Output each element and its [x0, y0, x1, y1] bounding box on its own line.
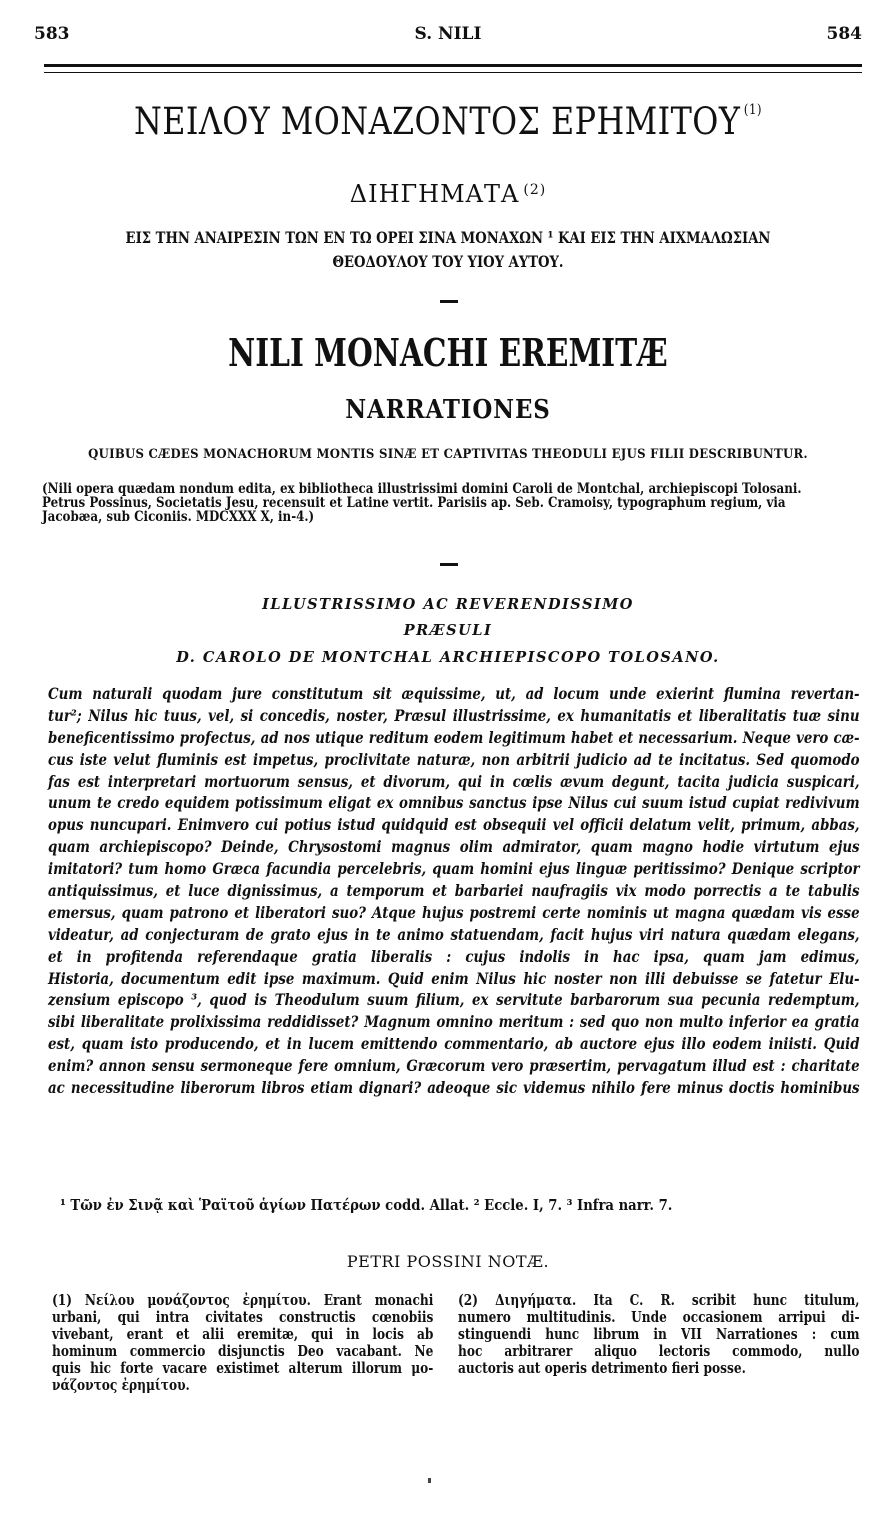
greek-description	[93, 226, 804, 274]
body-line: et in profitenda referendaque gratia liberalis : cujus indolis in hac ipsa, quam jam edimus,	[48, 947, 860, 966]
body-line: sibi liberalitate prolixissima reddidisset? Magnum omnino meritum : sed quo non multo inferior ea gratia	[48, 1013, 860, 1032]
running-head-title: S. NILI	[414, 24, 482, 44]
latin-subtitle: NARRATIONES	[345, 395, 551, 425]
body-line: beneficentissimo profectus, ad nos utique reditum eodem legitimum habet et necessarium. Neque vero cæ-	[48, 728, 860, 747]
note-line: (2) Διηγήματα. Ita C. R. scribit hunc titulum,	[458, 1292, 860, 1309]
latin-description: QUIBUS CÆDES MONACHORUM MONTIS SINÆ ET CAPTIVITAS THEODULI EJUS FILII DESCRIBUNTUR.	[88, 447, 808, 462]
dedication-line: ILLUSTRISSIMO AC REVERENDISSIMO	[262, 596, 634, 613]
body-line: Cum naturali quodam jure constitutum sit æquissime, ut, ad locum unde exierint flumina revertan-	[48, 685, 860, 703]
source-note-line: Jacobæa, sub Ciconiis. MDCXXX X, in-4.)	[42, 509, 315, 525]
body-line: antiquissimus, et luce dignissimus, a temporum et barbariei naufragiis vix modo porrectis a te tabulis	[48, 882, 860, 901]
source-note-line: (Nili opera quædam nondum edita, ex bibliotheca illustrissimi domini Caroli de Montchal, archiepiscopi Tolosani.	[42, 481, 802, 497]
body-line: Historia, documentum edit ipse maximum. Quid enim Nilus hic noster non illi debuisse se fatetur Elu-	[48, 969, 860, 988]
greek-subtitle	[30, 180, 866, 208]
greek-subtitle-note-mark: (2)	[523, 182, 547, 198]
greek-title	[89, 100, 808, 143]
note-line: vivebant, erant et alii eremitæ, qui in locis ab	[52, 1326, 434, 1343]
greek-title-note-mark: (1)	[743, 102, 763, 118]
body-line: unum te credo equidem potissimum eligat ex omnibus sanctus ipse Nilus cui suum istud cupiat redivivum	[48, 794, 860, 813]
body-line: est, quam isto producendo, et in lucem emittendo commentario, ab auctore ejus illo eodem iniisti. Quid	[48, 1035, 860, 1054]
body-line: ac necessitudine liberorum libros etiam dignari? adeoque sic videmus nihilo fere minus doctis hominibus	[48, 1079, 860, 1098]
source-note-line: Petrus Possinus, Societatis Jesu, recensuit et Latine vertit. Parisiis ap. Seb. Cramoisy, typographum regium, via	[42, 495, 786, 511]
notes-heading: PETRI POSSINI NOTÆ.	[346, 1252, 550, 1271]
note-line: νάζοντος ἐρημίτου.	[52, 1377, 190, 1394]
dedication-line: PRÆSULI	[403, 622, 493, 639]
note-line: stinguendi hunc librum in VII Narrationes : cum	[458, 1326, 860, 1343]
section-dash	[440, 300, 458, 303]
section-dash	[440, 563, 458, 566]
page-number-left: 583	[34, 24, 70, 44]
note-line: auctoris aut operis detrimento fieri posse.	[458, 1360, 746, 1377]
note-1	[52, 1292, 433, 1394]
body-line: quam archiepiscopo? Deinde, Chrysostomi magnus olim admirator, quam magno hodie virtutum ejus	[48, 838, 860, 857]
greek-subtitle-text: ΔΙΗΓΗΜΑΤΑ	[349, 180, 520, 208]
print-speck	[428, 1478, 431, 1483]
note-line: hominum commercio disjunctis Deo vacabant. Ne	[52, 1343, 434, 1360]
note-line: urbani, qui intra civitates constructis cœnobiis	[52, 1309, 434, 1326]
note-line: (1) Νείλου μονάζοντος ἐρημίτου. Erant monachi	[52, 1292, 434, 1309]
dedication-letter	[48, 684, 860, 1100]
body-line: tur²; Nilus hic tuus, vel, si concedis, noster, Præsul illustrissime, ex humanitatis et liberalitatis tuæ sinu	[48, 706, 860, 725]
latin-title: NILI MONACHI EREMITÆ	[228, 330, 668, 375]
page-number-right: 584	[826, 24, 862, 44]
header-rule	[44, 64, 862, 73]
body-line: enim? annon sensu sermoneque fere omnium, Græcorum vero præsertim, pervagatum illud est : charitate	[48, 1057, 860, 1076]
body-line: opus nuncupari. Enimvero cui potius istud quidquid est obsequii vel officii delatum velit, primum, abbas,	[48, 816, 860, 835]
body-line: videatur, ad conjecturam de grato ejus in te animo statuendam, facit hujus viri natura quædam elegans,	[48, 925, 860, 944]
body-line: imitatori? tum homo Græca facundia percelebris, quam homini ejus linguæ peritissimo? Denique scriptor	[48, 860, 860, 879]
greek-description-line-1: ΕΙΣ ΤΗΝ ΑΝΑΙΡΕΣΙΝ ΤΩΝ ΕΝ ΤΩ ΟΡΕΙ ΣΙΝΑ ΜΟΝΑΧΩΝ ¹ ΚΑΙ ΕΙΣ ΤΗΝ ΑΙΧΜΑΛΩΣΙΑΝ	[125, 228, 771, 247]
source-note	[42, 482, 869, 524]
dedication-line: D. CAROLO DE MONTCHAL ARCHIEPISCOPO TOLOSANO.	[176, 649, 720, 666]
note-line: hoc arbitrarer aliquo lectoris commodo, nullo	[458, 1343, 860, 1360]
running-head	[34, 24, 862, 50]
note-2	[458, 1292, 860, 1377]
greek-title-text: ΝΕΙΛΟΥ ΜΟΝΑΖΟΝΤΟΣ ΕΡΗΜΙΤΟΥ	[133, 100, 741, 143]
note-line: quis hic forte vacare existimet alterum illorum μο-	[52, 1360, 434, 1377]
body-line: zensium episcopo ³, quod is Theodulum suum filium, ex servitute barbarorum sua pecunia redemptum,	[48, 991, 860, 1010]
note-line: numero multitudinis. Unde occasionem arripui di-	[458, 1309, 860, 1326]
body-line: fas est interpretari mortuorum sensus, et divorum, qui in cœlis ævum degunt, tacita judicia suspicari,	[48, 772, 860, 791]
footnotes: ¹ Τῶν ἐν Σινᾷ καὶ Ῥαϊτοῦ ἁγίων Πατέρων codd. Allat. ² Eccle. I, 7. ³ Infra narr. 7.	[60, 1196, 673, 1214]
body-line: cus iste velut fluminis est impetus, proclivitate naturæ, non arbitrii judicio ad te incitatus. Sed quomodo	[48, 750, 860, 769]
greek-description-line-2: ΘΕΟΔΟΥΛΟΥ ΤΟΥ ΥΙΟΥ ΑΥΤΟΥ.	[332, 252, 564, 271]
body-line: emersus, quam patrono et liberatori suo? Atque hujus postremi certe nominis ut magna quædam vis esse	[48, 903, 860, 922]
